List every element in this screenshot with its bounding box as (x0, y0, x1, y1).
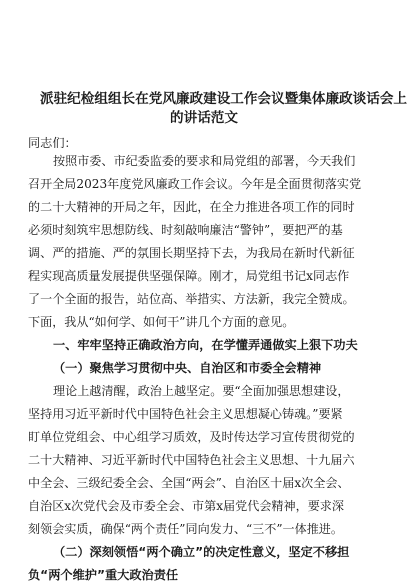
paragraph-line: 理论上越清醒，政治上越坚定。要“全面加强思想建设， (53, 384, 350, 398)
title-line-1: 派驻纪检组组长在党风廉政建设工作会议暨集体廉政谈话会上 (40, 91, 408, 107)
title-line-2: 的讲话范文 (170, 110, 238, 126)
paragraph-line: 必须时刻筑牢思想防线、时刻敲响廉洁“警钟”，要把严的基 (28, 223, 343, 237)
paragraph-line: 二十大精神、习近平新时代中国特色社会主义思想、十九届六 (28, 453, 355, 467)
section-heading: 一、牢牢坚持正确政治方向，在学懂弄通做实上狠下功夫 (53, 338, 358, 352)
paragraph-line: 调、严的措施、严的氛围长期坚持下去，为我局在新时代新征 (28, 246, 355, 260)
paragraph-line: 中全会、三级纪委全会、全国“两会”、自治区十届x次全会、 (28, 476, 350, 490)
paragraph-line: 盯单位党组会、中心组学习质效，及时传达学习宣传贯彻党的 (28, 430, 355, 444)
paragraph-line: 坚持用习近平新时代中国特色社会主义思想凝心铸魂。”要紧 (28, 407, 343, 421)
greeting: 同志们： (28, 136, 77, 150)
paragraph-line: 自治区x次党代会及市委全会、市第x届党代会精神，要求深 (28, 499, 344, 513)
paragraph-line: 的二十大精神的开局之年，因此，在全力推进各项工作的同时 (28, 200, 355, 214)
subsection-heading: （一）聚焦学习贯彻中央、自治区和市委全会精神 (53, 361, 322, 375)
paragraph-line: 按照市委、市纪委监委的要求和局党组的部署，今天我们 (53, 154, 356, 168)
paragraph-line: 召开全局2023年度党风廉政工作会议。今年是全面贯彻落实党 (28, 177, 362, 191)
document-title (40, 90, 408, 128)
paragraph-line: 了一个全面的报告，站位高、举措实、方法新，我完全赞成。 (28, 292, 355, 306)
paragraph-line: 刻领会实质，确保“两个责任”同向发力、“三不”一体推进。 (28, 522, 343, 536)
subsection-heading: （二）深刻领悟“两个确立”的决定性意义，坚定不移担 (53, 545, 350, 559)
subsection-heading-continued: 负“两个维护”重大政治责任 (28, 568, 179, 582)
document-body (28, 150, 380, 587)
paragraph-line: 程实现高质量发展提供坚强保障。刚才，局党组书记x同志作 (28, 269, 350, 283)
paragraph-line: 下面，我从“如何学、如何干”讲几个方面的意见。 (28, 315, 295, 329)
